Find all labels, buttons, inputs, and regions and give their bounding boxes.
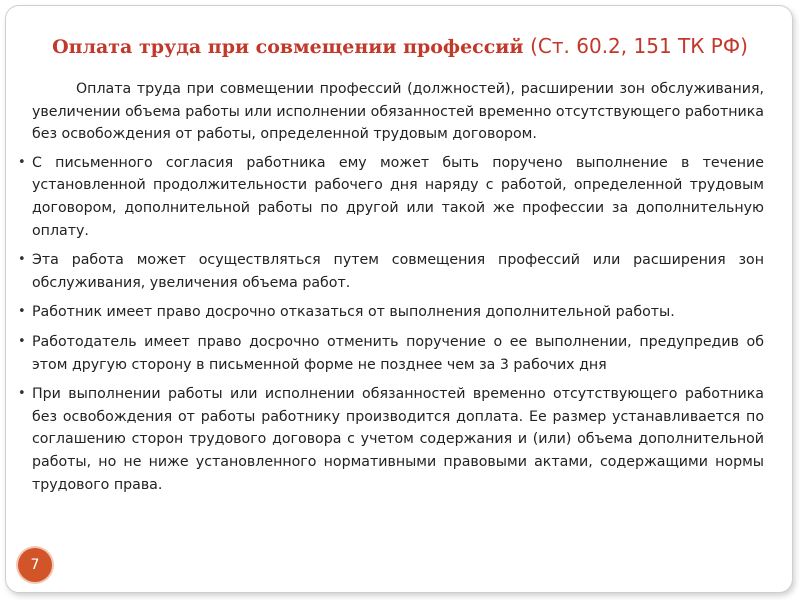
- bullet-text: Работник имеет право досрочно отказаться от выполнения дополнительной работы.: [32, 304, 675, 321]
- bullet-text: Эта работа может осуществляться путем совмещения профессий или расширения зон обслуживания, увеличения объема работ.: [32, 252, 764, 291]
- bullet-list: [18, 152, 764, 496]
- bullet-item: [18, 301, 764, 324]
- bullet-icon: •: [18, 304, 26, 320]
- bullet-text: Работодатель имеет право досрочно отменить поручение о ее выполнении, предупредив об этом другую сторону в письменной форме не позднее чем за 3 рабочих дня: [32, 333, 764, 373]
- slide-title: [6, 34, 794, 58]
- bullet-text: При выполнении работы или исполнении обязанностей временно отсутствующего работника без освобождения от работы работнику производится доплата. Ее размер устанавливается по соглашению сторон трудового договора с учетом содержания и (или) объема дополнительной работы, но не ниже установленного нормативными правовыми актами, содержащими нормы трудового права.: [32, 386, 764, 493]
- slide-title-main: Оплата труда при совмещении профессий: [52, 36, 524, 58]
- slide-body: [18, 78, 764, 503]
- slide: [5, 5, 793, 593]
- page-number-badge: 7: [18, 548, 52, 582]
- slide-title-reference: (Ст. 60.2, 151 ТК РФ): [530, 34, 748, 58]
- bullet-item: [18, 152, 764, 242]
- bullet-item: [18, 383, 764, 496]
- bullet-text: С письменного согласия работника ему может быть поручено выполнение в течение установленной продолжительности рабочего дня наряду с работой, определенной трудовым договором, дополнительной работы по другой или такой же профессии за дополнительную оплату.: [32, 154, 764, 239]
- bullet-icon: •: [18, 333, 26, 349]
- bullet-item: [18, 249, 764, 294]
- bullet-icon: •: [18, 386, 26, 402]
- bullet-icon: •: [18, 252, 26, 268]
- intro-paragraph: Оплата труда при совмещении профессий (должностей), расширении зон обслуживания, увеличении объема работы или исполнении обязанностей временно отсутствующего работника без освобождения от работы, определенной трудовым договором.: [32, 81, 764, 143]
- bullet-icon: •: [18, 154, 26, 170]
- bullet-item: [18, 331, 764, 376]
